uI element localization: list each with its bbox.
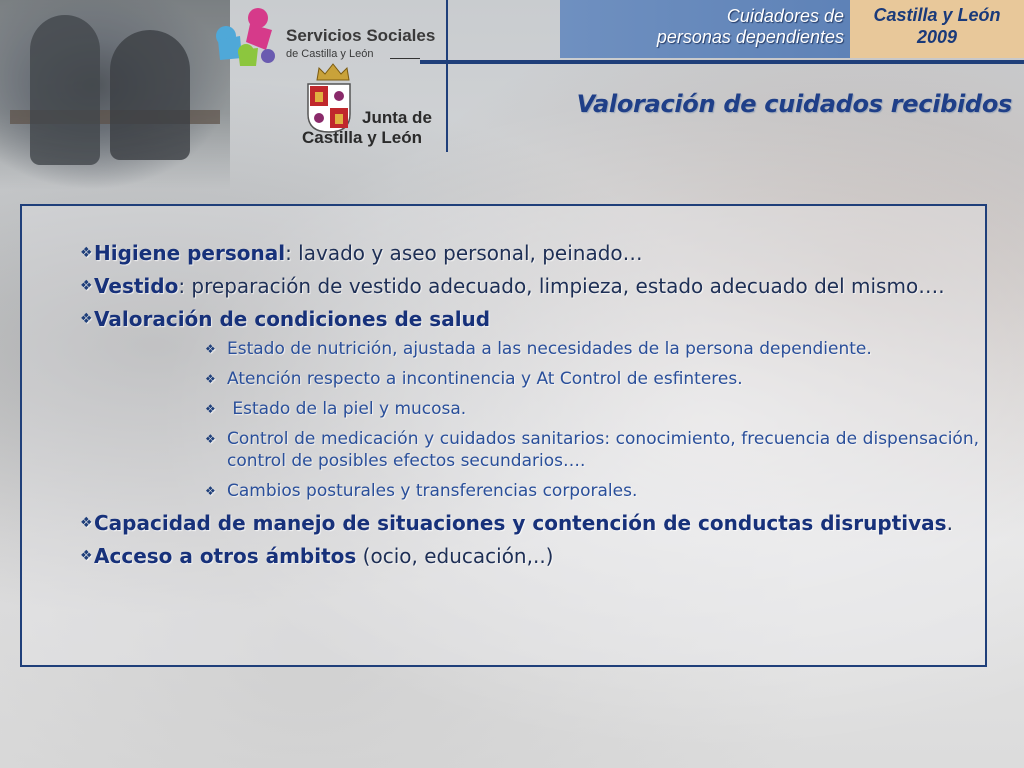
- topic-line2: personas dependientes: [656, 27, 844, 47]
- sub-bullet-text: Control de medicación y cuidados sanitarios: conocimiento, frecuencia de dispensación, control de posibles efectos secundarios….: [227, 429, 979, 471]
- sub-bullet-skin: [205, 398, 979, 420]
- brand-subtitle: de Castilla y León: [286, 48, 374, 60]
- region-label: Castilla y León: [873, 5, 1001, 25]
- brand-title: Servicios Sociales: [286, 26, 436, 45]
- topic-band-text: [657, 6, 844, 48]
- junta-label-line1: Junta de: [362, 108, 432, 127]
- sub-bullet-text: Cambios posturales y transferencias corporales.: [227, 481, 638, 501]
- bullet-health: [64, 306, 979, 332]
- region-year-box: [850, 0, 1024, 58]
- sub-bullet-nutrition: [205, 338, 979, 360]
- sub-bullet-incontinence: [205, 368, 979, 390]
- puzzle-logo-icon: [210, 6, 280, 68]
- year-label: 2009: [916, 27, 958, 47]
- sub-bullet-postural: [205, 480, 979, 502]
- bullet-hygiene-text: : lavado y aseo personal, peinado…: [285, 241, 643, 265]
- diamond-bullet-icon: ❖: [205, 484, 216, 498]
- bullet-access: [64, 543, 979, 569]
- diamond-bullet-icon: ❖: [205, 402, 216, 416]
- bullet-list: [64, 240, 979, 576]
- crown-icon: [315, 62, 351, 82]
- coat-of-arms-icon: [306, 82, 352, 134]
- diamond-bullet-icon: ❖: [205, 372, 216, 386]
- diamond-bullet-icon: ❖: [205, 342, 216, 356]
- diamond-bullet-icon: ❖: [80, 278, 93, 294]
- topic-band: [560, 0, 850, 58]
- header-rule: [420, 60, 1024, 64]
- brand-divider: [390, 58, 420, 59]
- sub-bullet-medication: [205, 428, 979, 472]
- bullet-clothing-text: : preparación de vestido adecuado, limpieza, estado adecuado del mismo….: [178, 274, 945, 298]
- bullet-behavior-strong: Capacidad de manejo de situaciones y contención de conductas disruptivas: [94, 511, 947, 535]
- topic-line1: Cuidadores de: [726, 6, 844, 26]
- junta-label-line2: Castilla y León: [302, 128, 422, 147]
- bullet-access-text: (ocio, educación,..): [356, 544, 554, 568]
- sub-bullet-text: Estado de nutrición, ajustada a las necesidades de la persona dependiente.: [227, 339, 872, 359]
- logo-area: [200, 0, 448, 152]
- diamond-bullet-icon: ❖: [80, 245, 93, 261]
- diamond-bullet-icon: ❖: [80, 548, 93, 564]
- diamond-bullet-icon: ❖: [80, 311, 93, 327]
- bullet-clothing-strong: Vestido: [94, 274, 179, 298]
- bullet-hygiene-strong: Higiene personal: [94, 241, 286, 265]
- sub-bullet-text: Atención respecto a incontinencia y At Control de esfinteres.: [227, 369, 743, 389]
- sub-bullet-text: Estado de la piel y mucosa.: [227, 399, 467, 419]
- photo-person-1: [30, 15, 100, 165]
- bullet-clothing: [64, 273, 979, 299]
- bullet-access-strong: Acceso a otros ámbitos: [94, 544, 357, 568]
- diamond-bullet-icon: ❖: [205, 432, 216, 446]
- diamond-bullet-icon: ❖: [80, 515, 93, 531]
- header-vertical-divider: [446, 0, 448, 152]
- bullet-health-strong: Valoración de condiciones de salud: [94, 307, 491, 331]
- photo-person-2: [110, 30, 190, 160]
- bullet-hygiene: [64, 240, 979, 266]
- slide-title: Valoración de cuidados recibidos: [576, 90, 1012, 118]
- header-photo: [0, 0, 230, 190]
- bullet-behavior-text: .: [946, 511, 953, 535]
- bullet-behavior: [64, 510, 979, 536]
